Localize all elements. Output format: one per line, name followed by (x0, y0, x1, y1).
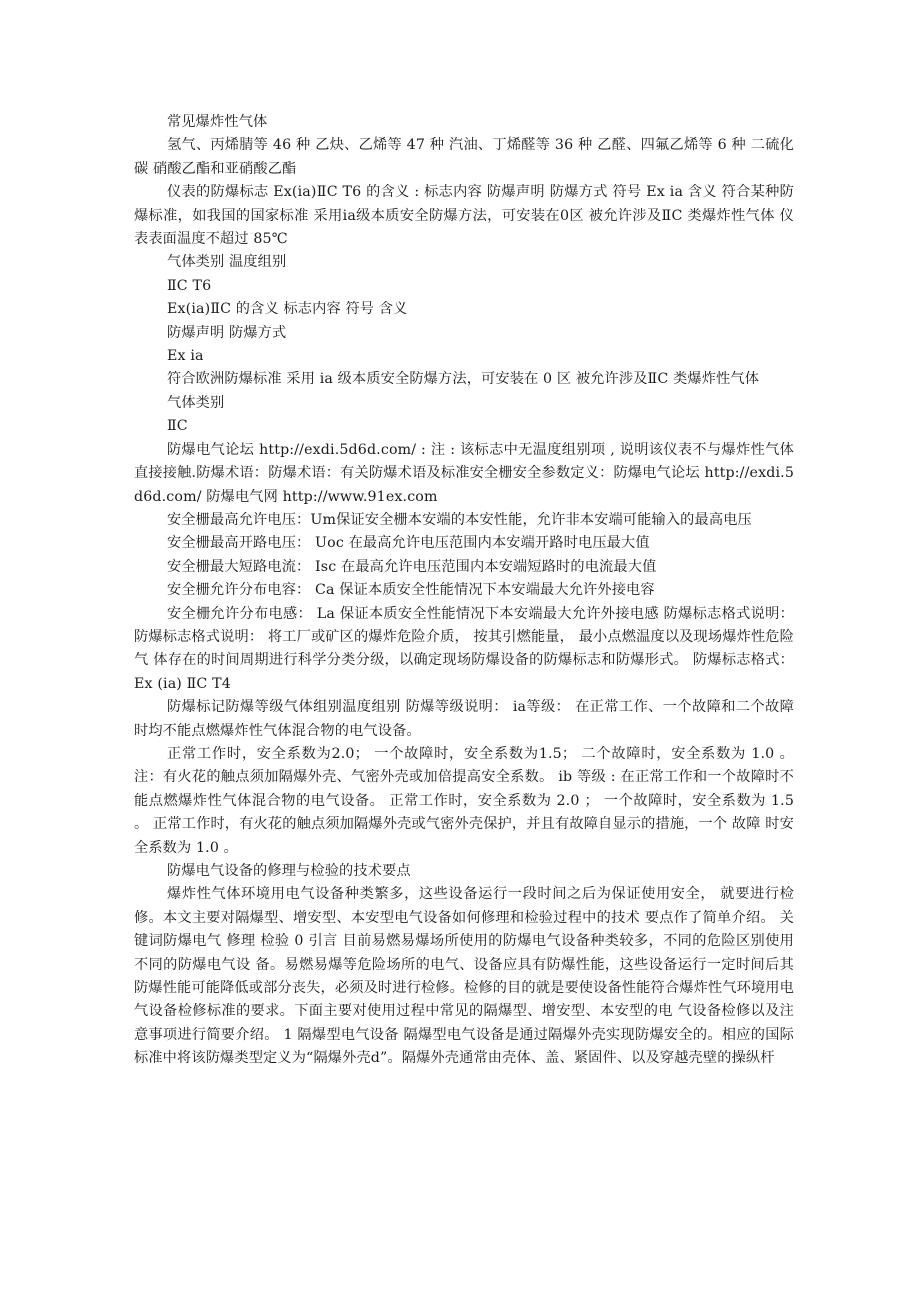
heading-common-explosive-gases: 常见爆炸性气体 (167, 114, 268, 130)
paragraph-open-circuit-voltage: 安全栅最高开路电压： Uoc 在最高允许电压范围内本安端开路时电压最大值 (167, 535, 650, 552)
paragraph-ia-level: 防爆标记防爆等级气体组别温度组别 防爆等级说明： ia等级： 在正常工作、一个故障和二个故障时均不能点燃爆炸性气体混合物的电气设备。 (134, 699, 794, 739)
line-ex-ia: Ex ia (167, 348, 204, 365)
paragraph-distributed-capacitance: 安全栅允许分布电容： Ca 保证本质安全性能情况下本安端最大允许外接电容 (167, 582, 655, 599)
heading-repair-inspection: 防爆电气设备的修理与检验的技术要点 (167, 863, 411, 879)
line-gas-class-temp-group: 气体类别 温度组别 (167, 254, 287, 271)
paragraph-distributed-inductance: 安全栅允许分布电感： La 保证本质安全性能情况下本安端最大允许外接电感 防爆标志格式说明： 防爆标志格式说明： 将工厂或矿区的爆炸危险介质， 按其引燃能量， 最小点燃温度以及现场爆炸性危险气 体存在的时间周期进行科学分类分级，以确定现场防爆设备的防爆标志和防爆形式。 防爆标志格式： Ex (ia) ⅡC T4 (134, 605, 794, 692)
paragraph-marking-meaning: 仪表的防爆标志 Ex(ia)ⅡC T6 的含义 : 标志内容 防爆声明 防爆方式 符号 Ex ia 含义 符合某种防爆标准，如我国的国家标准 采用ia级本质安全防爆方法，可安装在0区 被允许涉及ⅡC 类爆炸性气体 仪表表面温度不超过 85℃ (134, 184, 794, 248)
line-declaration-method: 防爆声明 防爆方式 (167, 324, 287, 341)
paragraph-gas-list: 氢气、丙烯腈等 46 种 乙炔、乙烯等 47 种 汽油、丁烯醛等 36 种 乙醛、四氟乙烯等 6 种 二硫化碳 硝酸乙酯和亚硝酸乙酯 (134, 137, 794, 177)
line-iic-t6: ⅡC T6 (167, 277, 212, 294)
line-exia-iic-meaning: Ex(ia)ⅡC 的含义 标志内容 符号 含义 (167, 301, 408, 318)
paragraph-max-voltage: 安全栅最高允许电压：Um保证安全栅本安端的本安性能，允许非本安端可能输入的最高电压 (167, 511, 752, 528)
paragraph-safety-factor: 正常工作时，安全系数为2.0； 一个故障时，安全系数为1.5； 二个故障时，安全系数为 1.0 。 注：有火花的触点须加隔爆外壳、气密外壳或加倍提高安全系数。 ib 等级 : 在正常工作和一个故障时不能点燃爆炸性气体混合物的电气设备。 正常工作时，安全系数为 2.0 ； 一个故障时，安全系数为 1.5 。 正常工作时，有火花的触点须加隔爆外壳或气密外壳保护，并且有故障自显示的措施，一个 故障 时安全系数为 1.0 。 (134, 745, 794, 856)
paragraph-european-standard: 符合欧洲防爆标准 采用 ia 级本质安全防爆方法，可安装在 0 区 被允许涉及ⅡC 类爆炸性气体 (167, 371, 760, 388)
paragraph-forum-note: 防爆电气论坛 http://exdi.5d6d.com/ : 注 : 该标志中无温度组别项 , 说明该仪表不与爆炸性气体直接接触.防爆术语：防爆术语：有关防爆术语及标准安全栅安全参数定义：防爆电气论坛 http://exdi.5d6d.com/ 防爆电气网 http://www.91ex.com (134, 441, 794, 505)
document-body (134, 111, 794, 1071)
line-gas-class: 气体类别 (167, 394, 225, 411)
line-iic: ⅡC (167, 418, 188, 435)
paragraph-short-circuit-current: 安全栅最大短路电流： Isc 在最高允许电压范围内本安端短路时的电流最大值 (167, 558, 657, 575)
paragraph-repair-intro: 爆炸性气体环境用电气设备种类繁多，这些设备运行一段时间之后为保证使用安全， 就要进行检修。本文主要对隔爆型、增安型、本安型电气设备如何修理和检验过程中的技术 要点作了简单介绍。 关键词防爆电气 修理 检验 0 引言 目前易燃易爆场所使用的防爆电气设备种类较多，不同的危险区别使用不同的防爆电气设 备。易燃易爆等危险场所的电气、设备应具有防爆性能，这些设备运行一定时间后其防爆性能可能降低或部分丧失，必须及时进行检修。检修的目的就是要使设备性能符合爆炸性气环境用电气设备检修标准的要求。下面主要对使用过程中常见的隔爆型、增安型、本安型的电 气设备检修以及注意事项进行简要介绍。 1 隔爆型电气设备 隔爆型电气设备是通过隔爆外壳实现防爆安全的。相应的国际标准中将该防爆类型定义为“隔爆外壳d”。隔爆外壳通常由壳体、盖、紧固件、以及穿越壳壁的操纵杆 (134, 886, 794, 1067)
